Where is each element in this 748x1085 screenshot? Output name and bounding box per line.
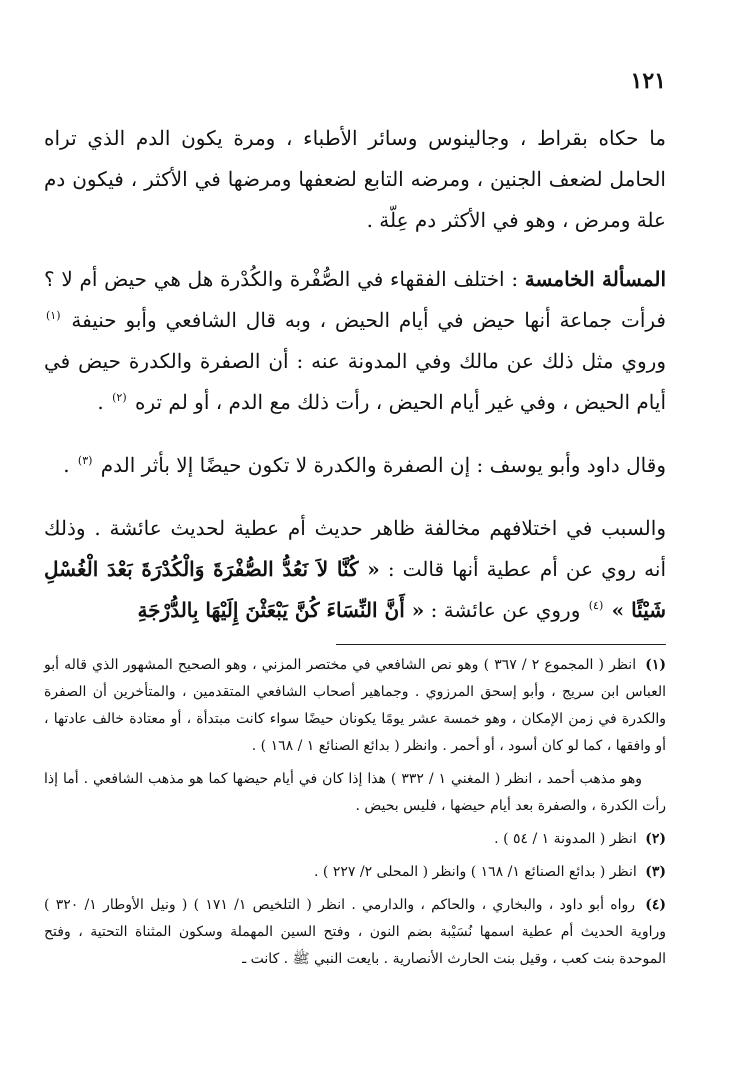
hadith-quote-2: « أَنَّ النِّسَاءَ كُنَّ يَبْعَثْنَ إِلَيْهَا بِالدُّرْجَةِ xyxy=(137,598,425,622)
footnote-4-number: (٤) xyxy=(645,897,667,913)
main-text xyxy=(44,118,666,653)
footnote-ref-1[interactable]: (١) xyxy=(46,309,61,323)
footnote-1-text: انظر ( المجموع ٢ / ٣٦٧ ) وهو نص الشافعي في مختصر المزني ، وهو الصحيح المشهور الذي قاله أبو العباس ابن سريج ، وأبو إسحق المرزوي . وجماهير أصحاب الشافعي المتقدمين ، والمتأخرين أن الصفرة والكدرة في زمن الإمكان ، وهو خمسة عشر يومًا يكونان حيضًا سواء كانت مبتدأة ، أو معتادة خالف عادتها ، أو وافقها ، كما لو كان أسود ، أو أحمر . وانظر ( بدائع الصنائع ١ / ١٦٨ ) . xyxy=(44,657,666,754)
footnotes xyxy=(44,652,666,979)
paragraph-2-end: . xyxy=(97,390,104,414)
footnote-4 xyxy=(44,892,666,973)
footnote-divider xyxy=(336,644,666,645)
paragraph-1: ما حكاه بقراط ، وجالينوس وسائر الأطباء ، ومرة يكون الدم الذي تراه الحامل لضعف الجنين ، ومرضه التابع لضعفها ومرضها في الأكثر ، فيكون دم علة ومرض ، وهو في الأكثر دم عِلّة . xyxy=(44,126,666,232)
footnote-2-text: انظر ( المدونة ١ / ٥٤ ) . xyxy=(494,831,637,847)
footnote-4-text: رواه أبو داود ، والبخاري ، والحاكم ، والدارمي . انظر ( التلخيص ١/ ١٧١ ) ( ونيل الأوطار ١/ ٣٢٠ ) وراوية الحديث أم عطية اسمها نُسَيْبة بضم النون ، وفتح السين المهملة وسكون المثناة التحتية ، وفتح الموحدة بنت كعب ، وقيل بنت الحارث الأنصارية . بايعت النبي ﷺ . كانت ـ xyxy=(44,897,666,967)
paragraph-4-text-a: والسبب في اختلافهم مخالفة ظاهر حديث أم عطية لحديث عائشة . وذلك أنه روي عن أم عطية أنها قالت : xyxy=(44,516,667,581)
paragraph-4-text-b: وروي عن عائشة : xyxy=(430,598,581,622)
issue-heading: المسألة الخامسة xyxy=(524,267,667,291)
paragraph-3-text: وقال داود وأبو يوسف : إن الصفرة والكدرة لا تكون حيضًا إلا بأثر الدم xyxy=(100,453,666,477)
footnote-3-number: (٣) xyxy=(645,864,666,880)
footnote-3-text: انظر ( بدائع الصنائع ١/ ١٦٨ ) وانظر ( المحلى ٢/ ٢٢٧ ) . xyxy=(314,864,637,880)
footnote-1 xyxy=(44,652,666,760)
footnote-ref-2[interactable]: (٢) xyxy=(112,391,127,405)
paragraph-4 xyxy=(44,508,666,631)
footnote-1-continuation: وهو مذهب أحمد ، انظر ( المغني ١ / ٣٣٢ ) هذا إذا كان في أيام حيضها كما هو مذهب الشافعي . أما إذا رأت الكدرة ، والصفرة بعد أيام حيضها ، فليس بحيض . xyxy=(44,771,666,814)
paragraph-2-text-a: : اختلف الفقهاء في الصُّفْرة والكُدْرة هل هي حيض أم لا ؟ فرأت جماعة أنها حيض في أيام الحيض ، وبه قال الشافعي وأبو حنيفة xyxy=(44,267,666,332)
paragraph-2-text-b: وروي مثل ذلك عن مالك وفي المدونة عنه : أن الصفرة والكدرة حيض في أيام الحيض ، وفي غير أيام الحيض ، رأت ذلك مع الدم ، أو لم تره xyxy=(44,349,666,414)
page-number: ١٢١ xyxy=(630,68,666,94)
hadith-quote-1: « كُنَّا لاَ نَعُدُّ الصُّفْرَةَ وَالْكُدْرَةَ بَعْدَ الْغُسْلِ شَيْئًا » xyxy=(44,557,666,622)
paragraph-3-end: . xyxy=(63,453,70,477)
paragraph-2 xyxy=(44,259,666,423)
footnote-ref-4[interactable]: (٤) xyxy=(588,599,604,613)
footnote-3 xyxy=(44,859,666,886)
paragraph-3 xyxy=(44,445,666,486)
footnote-ref-3[interactable]: (٣) xyxy=(77,454,93,468)
footnote-1-number: (١) xyxy=(645,657,667,673)
footnote-2-number: (٢) xyxy=(645,831,666,847)
footnote-2 xyxy=(44,826,666,853)
